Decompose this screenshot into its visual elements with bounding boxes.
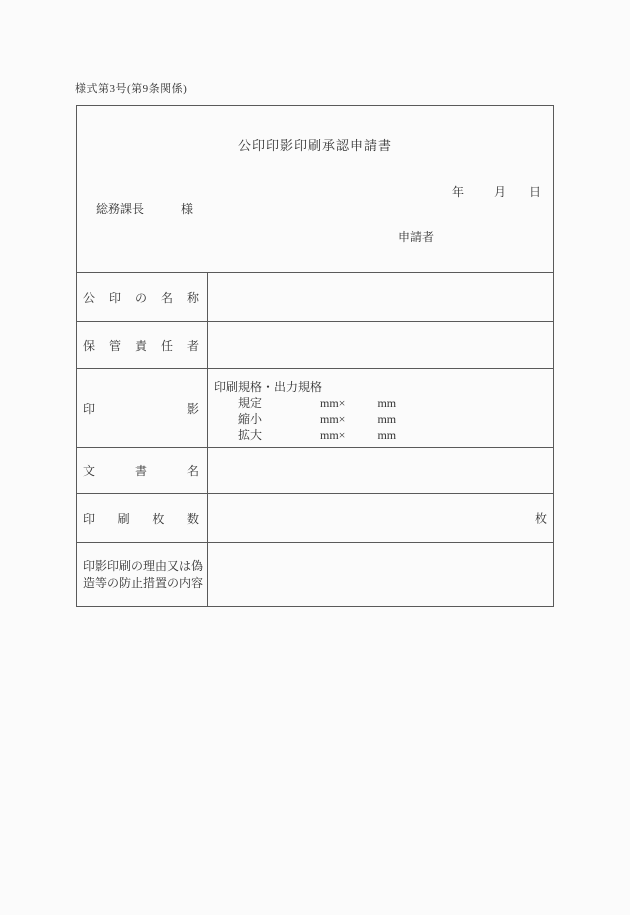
date-day-label: 日	[529, 185, 542, 199]
seal-imprint-label-cell	[77, 369, 208, 447]
spec-enlarged-label: 拡大	[238, 428, 263, 442]
form-number-note: 様式第3号(第9条関係)	[75, 83, 188, 95]
spec-enlarged-unit2: mm	[377, 428, 397, 442]
spec-enlarged-unit1: mm×	[320, 428, 346, 442]
seal-name-value-cell	[208, 273, 553, 321]
spec-standard-unit2: mm	[377, 396, 397, 410]
spec-reduced-unit1: mm×	[320, 412, 346, 426]
spec-line-standard	[214, 395, 553, 411]
form-title: 公印印影印刷承認申請書	[237, 138, 392, 153]
seal-name-label-cell	[77, 273, 208, 321]
application-form-table	[76, 105, 554, 607]
print-count-label: 印 刷 枚 数	[83, 511, 199, 526]
spec-line-enlarged	[214, 427, 553, 443]
row-document-name	[77, 448, 553, 494]
sheets-unit-label: 枚	[534, 511, 547, 526]
spec-standard-label: 規定	[238, 396, 263, 410]
reason-label-cell	[77, 543, 208, 606]
spec-standard-unit1: mm×	[320, 396, 346, 410]
custodian-value-cell	[208, 322, 553, 368]
seal-imprint-label: 印 影	[83, 401, 199, 416]
row-print-count	[77, 494, 553, 543]
document-name-label-cell	[77, 448, 208, 493]
row-reason	[77, 543, 553, 606]
print-spec-block	[208, 369, 553, 443]
custodian-label-cell	[77, 322, 208, 368]
row-seal-name	[77, 273, 553, 322]
reason-label-line2: 造等の防止措置の内容	[83, 575, 204, 590]
seal-imprint-value-cell	[208, 369, 553, 447]
date-year-label: 年	[452, 185, 465, 199]
reason-label	[77, 558, 207, 592]
addressee-label: 総務課長	[96, 202, 145, 216]
print-count-label-cell	[77, 494, 208, 542]
document-name-label: 文 書 名	[83, 464, 199, 478]
spec-line-reduced	[214, 411, 553, 427]
applicant-label: 申請者	[398, 230, 435, 244]
document-name-value-cell	[208, 448, 553, 493]
seal-name-label: 公 印 の 名 称	[83, 290, 199, 305]
print-spec-header: 印刷規格・出力規格	[214, 380, 323, 394]
date-month-label: 月	[494, 185, 507, 199]
honorific-label: 様	[181, 202, 194, 216]
row-seal-imprint	[77, 369, 553, 448]
spec-reduced-unit2: mm	[377, 412, 397, 426]
reason-value-cell	[208, 543, 553, 606]
print-count-value-cell	[208, 494, 553, 542]
reason-label-line1: 印影印刷の理由又は偽	[83, 558, 204, 573]
custodian-label: 保 管 責 任 者	[83, 338, 199, 353]
spec-reduced-label: 縮小	[238, 412, 263, 426]
row-custodian	[77, 322, 553, 369]
form-header-cell	[77, 106, 553, 273]
